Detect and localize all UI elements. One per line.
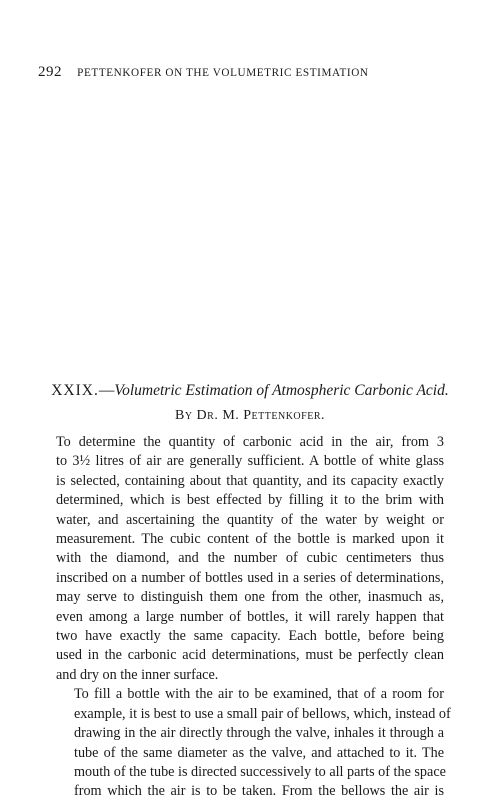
paragraph-1 — [56, 433, 444, 685]
article-title-text: Volumetric Estimation of Atmospheric Carbonic Acid. — [114, 382, 449, 399]
title-dash: — — [98, 382, 115, 399]
text-line: water, and ascertaining the quantity of the water by weight or — [56, 511, 444, 528]
text-line: measurement. The cubic content of the bottle is marked upon it — [56, 531, 444, 548]
text-line: drawing in the air directly through the valve, inhales it through a — [74, 725, 444, 742]
paragraph-2 — [56, 685, 451, 801]
text-line: inscribed on a number of bottles used in a series of determinations, — [56, 569, 444, 586]
text-line: may serve to distinguish them one from the other, inasmuch as, — [56, 589, 444, 606]
text-line: to 3½ litres of air are generally sufficient. A bottle of white glass — [56, 453, 444, 470]
text-line: determined, which is best effected by filling it to the brim with — [56, 492, 444, 509]
text-line: from which the air is to be taken. From the bellows the air is — [74, 783, 444, 800]
text-line: with the diamond, and the number of cubic centimeters thus — [56, 550, 444, 567]
text-line: is selected, containing about that quantity, and its capacity exactly — [56, 472, 444, 489]
text-line: mouth of the tube is directed successively to all parts of the space — [74, 763, 446, 780]
text-line: even among a large number of bottles, it will rarely happen that — [56, 608, 444, 625]
text-line: example, it is best to use a small pair of bellows, which, instead of — [74, 705, 451, 722]
article-number: XXIX. — [51, 382, 99, 399]
text-line: two have exactly the same capacity. Each bottle, before being — [56, 628, 444, 645]
text-line: tube of the same diameter as the valve, and attached to it. The — [74, 744, 444, 761]
article-title — [0, 382, 500, 400]
running-head — [38, 64, 468, 81]
author-byline: By Dr. M. Pettenkofer. — [174, 408, 325, 423]
text-line: To fill a bottle with the air to be examined, that of a room for — [74, 686, 444, 703]
running-title: PETTENKOFER ON THE VOLUMETRIC ESTIMATION — [77, 67, 369, 79]
page-number: 292 — [38, 64, 62, 80]
text-line: and dry on the inner surface. — [56, 666, 219, 683]
text-line: To determine the quantity of carbonic acid in the air, from 3 — [56, 434, 444, 450]
article-body — [56, 433, 451, 802]
text-line: used in the carbonic acid determinations, must be perfectly clean — [56, 647, 444, 664]
